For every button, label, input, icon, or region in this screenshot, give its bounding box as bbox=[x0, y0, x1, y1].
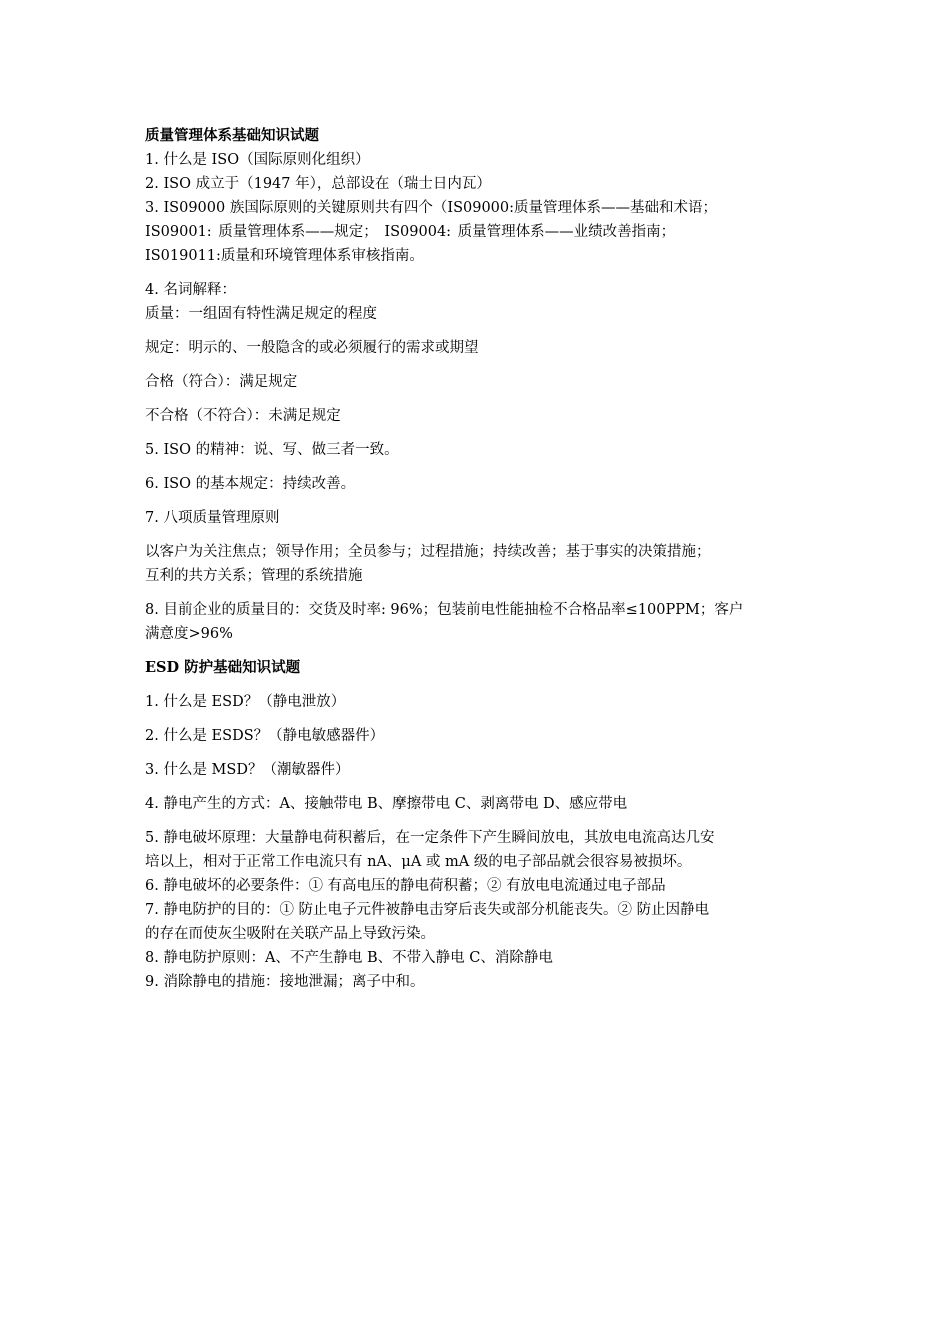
def-nonconform: 不合格（不符合）：未满足规定 bbox=[145, 408, 341, 424]
s2-q5-line1: 5. 静电破坏原理：大量静电荷积蓄后，在一定条件下产生瞬间放电，其放电电流高达几安 bbox=[145, 830, 715, 846]
def-requirement: 规定：明示的、一般隐含的或必须履行的需求或期望 bbox=[145, 340, 479, 356]
s2-q6: 6. 静电破坏的必要条件：① 有高电压的静电荷积蓄；② 有放电电流通过电子部品 bbox=[145, 878, 666, 894]
s1-q4: 4. 名词解释： bbox=[145, 282, 236, 298]
s2-q8: 8. 静电防护原则：A、不产生静电 B、不带入静电 C、消除静电 bbox=[145, 950, 553, 966]
s1-q3-line3: IS019011:质量和环境管理体系审核指南。 bbox=[145, 248, 424, 264]
s1-q3-line1: 3. IS09000 族国际原则的关键原则共有四个（IS09000:质量管理体系——基础和术语； bbox=[145, 200, 718, 216]
s1-q1: 1. 什么是 ISO（国际原则化组织） bbox=[145, 152, 370, 168]
s2-q3: 3. 什么是 MSD？（潮敏器件） bbox=[145, 762, 350, 778]
s1-q2: 2. ISO 成立于（1947 年），总部设在（瑞士日内瓦） bbox=[145, 176, 491, 192]
s2-q9: 9. 消除静电的措施：接地泄漏；离子中和。 bbox=[145, 974, 425, 990]
s2-q5-line2: 培以上，相对于正常工作电流只有 nA、μA 或 mA 级的电子部品就会很容易被损坏。 bbox=[145, 854, 692, 870]
principles-line2: 互利的共方关系；管理的系统措施 bbox=[145, 568, 363, 584]
section2-title: ESD 防护基础知识试题 bbox=[145, 659, 301, 676]
def-quality: 质量：一组固有特性满足规定的程度 bbox=[145, 306, 377, 322]
s1-q8-line2: 满意度>96% bbox=[145, 626, 233, 642]
s1-q5: 5. ISO 的精神：说、写、做三者一致。 bbox=[145, 442, 399, 458]
s2-q1: 1. 什么是 ESD？（静电泄放） bbox=[145, 694, 346, 710]
s2-q7-line1: 7. 静电防护的目的：① 防止电子元件被静电击穿后丧失或部分机能丧失。② 防止因静电 bbox=[145, 902, 710, 918]
section1-title: 质量管理体系基础知识试题 bbox=[145, 127, 319, 144]
s1-q8-line1: 8. 目前企业的质量目的：交货及时率: 96%；包装前电性能抽检不合格品率≤100PPM；客户 bbox=[145, 602, 744, 618]
s1-q3-line2: IS09001: 质量管理体系——规定； IS09004: 质量管理体系——业绩改善指南； bbox=[145, 224, 676, 240]
s2-q4: 4. 静电产生的方式：A、接触带电 B、摩擦带电 C、剥离带电 D、感应带电 bbox=[145, 796, 628, 812]
s1-q6: 6. ISO 的基本规定：持续改善。 bbox=[145, 476, 356, 492]
s2-q2: 2. 什么是 ESDS？（静电敏感器件） bbox=[145, 728, 385, 744]
document-page bbox=[145, 124, 810, 994]
s2-q7-line2: 的存在而使灰尘吸附在关联产品上导致污染。 bbox=[145, 926, 435, 942]
principles-line1: 以客户为关注焦点；领导作用；全员参与；过程措施；持续改善；基于事实的决策措施； bbox=[145, 544, 711, 560]
s1-q7: 7. 八项质量管理原则 bbox=[145, 510, 280, 526]
def-conform: 合格（符合）：满足规定 bbox=[145, 374, 298, 390]
